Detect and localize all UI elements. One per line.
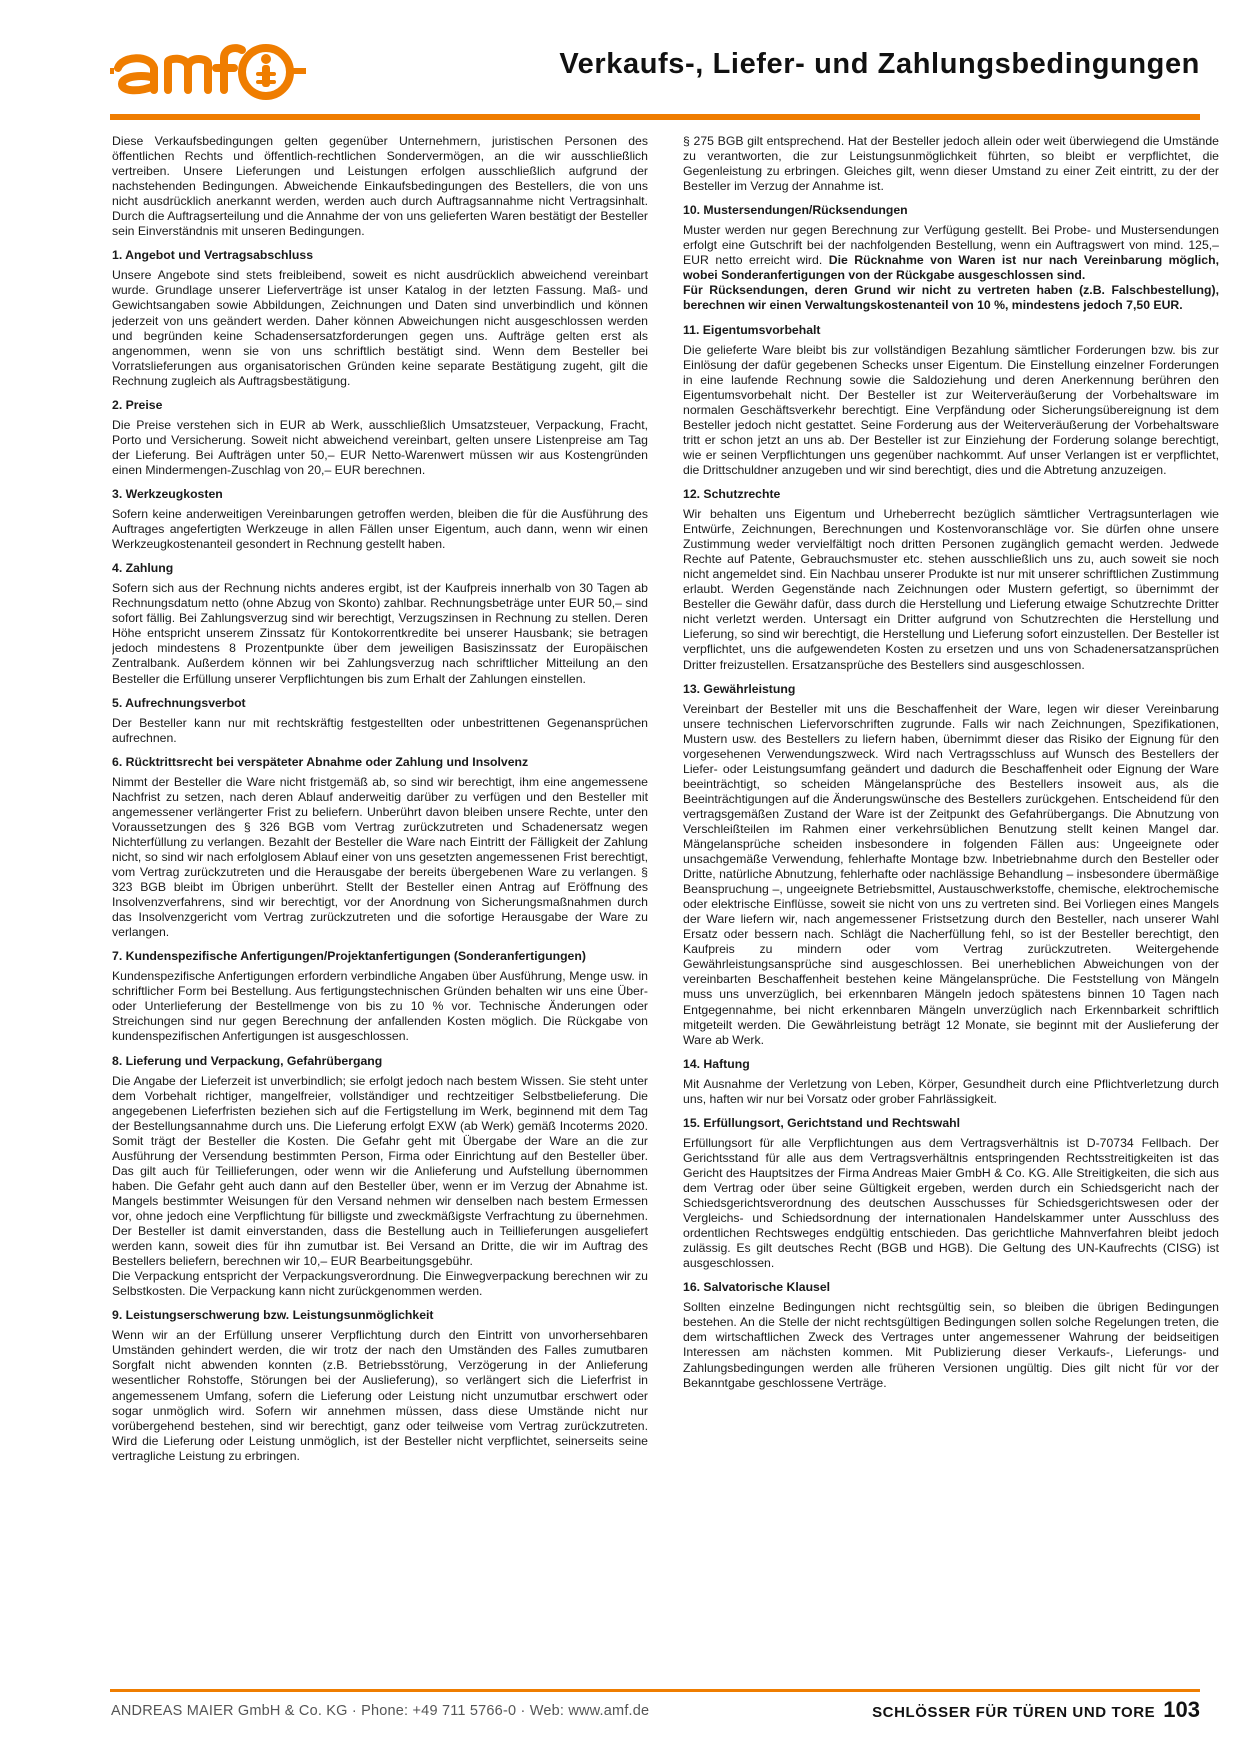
section-text: Sollten einzelne Bedingungen nicht rechtsgültig sein, so bleiben die übrigen Bedingungen bestehen. An die Stelle der nicht rechtsgültigen Bedingungen sollen solche Regelungen treten, die dem wirtschaftlichen Zweck des Vertrages unter angemessener Wahrung der beidseitigen Interessen am nächsten kommen. Mit Publizierung dieser Verkaufs-, Lieferungs- und Zahlungsbedingungen werden alle früheren Versionen ungültig. Dies gilt nicht für vor der Bekanntgabe geschlossene Verträge. xyxy=(683,1300,1219,1390)
section-heading: 16. Salvatorische Klausel xyxy=(683,1280,831,1295)
section-text-continued: § 275 BGB gilt entsprechend. Hat der Besteller jedoch allein oder weit überwiegend die Umstände zu verantworten, die zur Leistungsunmöglichkeit führten, so bleibt er verpflichtet, die Gegenleistung zu erbringen. Gleiches gilt, wenn dieser Umstand zu einer Zeit eintritt, zu der der Besteller im Verzug der Annahme ist. xyxy=(683,134,1219,194)
section-text: Wenn wir an der Erfüllung unserer Verpflichtung durch den Eintritt von unvorhersehbaren Umständen gehindert werden, die wir trotz der nach den Umständen des Falles zumutbaren Sorgfalt nicht abwenden konnten (z.B. Betriebsstörung, Verzögerung in der Anlieferung wesentlicher Rohstoffe, Störungen bei der Auslieferung), so verlängert sich die Lieferfrist in angemessenem Umfang, sofern die Lieferung oder Leistung nicht unzumutbar erschwert oder sogar unmöglich wird. Sofern wir annehmen müssen, dass diese Umstände nicht nur vorübergehend bestehen, sind wir berechtigt, ganz oder teilweise vom Vertrag zurückzutreten. Wird die Lieferung oder Leistung unmöglich, ist der Besteller nicht verpflichtet, seinerseits seine vertragliche Leistung zu erbringen. xyxy=(112,1328,648,1463)
section-heading: 6. Rücktrittsrecht bei verspäteter Abnahme oder Zahlung und Insolvenz xyxy=(112,754,529,769)
section-text: Die Preise verstehen sich in EUR ab Werk, ausschließlich Umsatzsteuer, Verpackung, Fracht, Porto und Versicherung. Soweit nicht abweichend vereinbart, gelten unsere Listenpreise am Tag der Lieferung. Bei Aufträgen unter 50,– EUR Netto-Warenwert müssen wir aus Kostengründen einen Mindermengen-Zuschlag von 20,– EUR berechnen. xyxy=(112,417,648,477)
section-text: Die Verpackung entspricht der Verpackungsverordnung. Die Einwegverpackung berechnen wir zu Selbstkosten. Die Verpackung kann nicht zurückgenommen werden. xyxy=(112,1269,648,1299)
section-text: Die gelieferte Ware bleibt bis zur vollständigen Bezahlung sämtlicher Forderungen bzw. bis zur Einlösung der dafür gegebenen Schecks unser Eigentum. Die Einstellung einzelner Forderungen in eine laufende Rechnung sowie die Saldoziehung und deren Anerkennung berühren den Eigentumsvorbehalt nicht. Der Besteller ist zur Weiterveräußerung der Vorbehaltsware im normalen Geschäftsverkehr berechtigt. Eine Verpfändung oder Sicherungsübereignung ist dem Besteller jedoch nicht gestattet. Seine Forderung aus der Weiterveräußerung der Vorbehaltsware tritt er schon jetzt an uns ab. Der Besteller ist zur Einziehung der Forderung solange berechtigt, wie er seinen Verpflichtungen uns gegenüber nachkommt. Auf unser Verlangen ist er verpflichtet, die Drittschuldner anzugeben und wir sind berechtigt, dies und die Abtretung anzuzeigen. xyxy=(683,342,1219,477)
section-text: Vereinbart der Besteller mit uns die Beschaffenheit der Ware, legen wir dieser Vereinbarung unsere technischen Liefervorschriften zugrunde. Falls wir nach Zeichnungen, Spezifikationen, Mustern usw. des Bestellers zu liefern haben, übernimmt dieser das Risiko der Eignung für den vorgesehenen Verwendungszweck. Wird nach Vertragsschluss auf Wunsch des Bestellers der Liefer- oder Leistungsumfang geändert und dadurch die Beschaffenheit oder Eignung der Ware beeinträchtigt, so scheiden Mängelansprüche des Bestellers insoweit aus, als die Beeinträchtigungen auf die Änderungswünsche des Bestellers zurückgehen. Entscheidend für den vertragsgemäßen Zustand der Ware ist der Zeitpunkt des Gefahrübergangs. Die Abnutzung von Verschleißteilen im Rahmen einer verkehrsüblichen Benutzung stellt keinen Mangel dar. Mängelansprüche scheiden insbesondere in folgenden Fällen aus: Ungeeignete oder unsachgemäße Verwendung, fehlerhafte Montage bzw. Inbetriebnahme durch den Besteller oder Dritte, natürliche Abnutzung, fehlerhafte oder nachlässige Behandlung – insbesondere übermäßige Beanspruchung –, ungeeignete Betriebsmittel, Austauschwerkstoffe, chemische, elektrochemische oder elektrische Einflüsse, soweit sie nicht von uns zu vertreten sind. Bei Vorliegen eines Mangels der Ware liefern wir, nach angemessener Fristsetzung durch den Besteller, nach unserer Wahl Ersatz oder bessern nach. Schlägt die Nacherfüllung fehl, so ist der Besteller berechtigt, den Kaufpreis zu mindern oder vom Vertrag zurückzutreten. Weitergehende Gewährleistungsansprüche sind ausgeschlossen. Bei unerheblichen Abweichungen von der vereinbarten Beschaffenheit bestehen keine Mängelansprüche. Die Feststellung von Mängeln muss uns unverzüglich, bei erkennbaren Mängeln jedoch spätestens binnen 10 Tagen nach Entgegennahme, bei nicht erkennbaren Mängeln unverzüglich nach Erkennbarkeit schriftlich mitgeteilt werden. Die Gewährleistung beträgt 12 Monate, sie beginnt mit der Auslieferung der Ware ab Werk. xyxy=(683,701,1219,1047)
section-heading: 10. Mustersendungen/Rücksendungen xyxy=(683,203,908,218)
footer-company-info: ANDREAS MAIER GmbH & Co. KG · Phone: +49 711 5766-0 · Web: www.amf.de xyxy=(111,1703,650,1719)
amf-logo xyxy=(110,38,306,106)
section-heading: 5. Aufrechnungsverbot xyxy=(112,695,246,710)
section-text: Nimmt der Besteller die Ware nicht fristgemäß ab, so sind wir berechtigt, ihm eine angemessene Nachfrist zu setzen, nach deren Ablauf anderweitig darüber zu verfügen und den Besteller mit angemessener verlängerter Frist zu beliefern. Unberührt davon bleiben unsere Rechte, unter den Voraussetzungen des § 326 BGB vom Vertrag zurückzutreten und Schadenersatz wegen Nichterfüllung zu verlangen. Bezahlt der Besteller die Ware nach Eintritt der Fälligkeit der Zahlung nicht, so sind wir nach erfolglosem Ablauf einer von uns gesetzten angemessenen Frist berechtigt, vom Vertrag zurückzutreten und die Herausgabe der bereits übergebenen Ware zu verlangen. § 323 BGB bleibt im Übrigen unberührt. Stellt der Besteller einen Antrag auf Eröffnung des Insolvenzverfahrens, sind wir berechtigt, vor der Anordnung von Sicherungsmaßnahmen durch das Insolvenzgericht vom Vertrag zurückzutreten und die sofortige Herausgabe der Ware zu verlangen. xyxy=(112,774,648,940)
section-text xyxy=(683,223,1219,313)
footer-divider xyxy=(110,1689,1200,1692)
section-heading: 4. Zahlung xyxy=(112,561,174,576)
section-text: Sofern sich aus der Rechnung nichts anderes ergibt, ist der Kaufpreis innerhalb von 30 Tagen ab Rechnungsdatum netto (ohne Abzug von Skonto) zahlbar. Rechnungsbeträge unter EUR 50,– sind sofort fällig. Bei Zahlungsverzug sind wir berechtigt, Verzugszinsen in Rechnung zu stellen. Deren Höhe entspricht unserem Zinssatz für Kontokorrentkredite bei unserer Hausbank; sie betragen jedoch mindestens 8 Prozentpunkte über dem jeweiligen Basiszinssatz der Europäischen Zentralbank. Außerdem können wir bei Zahlungsverzug nach schriftlicher Mitteilung an den Besteller die Erfüllung unserer Verpflichtungen bis zum Erhalt der Zahlungen einstellen. xyxy=(112,581,648,686)
page-title: Verkaufs-, Liefer- und Zahlungsbedingungen xyxy=(559,48,1200,80)
section-heading: 9. Leistungserschwerung bzw. Leistungsunmöglichkeit xyxy=(112,1308,434,1323)
terms-column-left xyxy=(112,134,648,1682)
section-text: Unsere Angebote sind stets freibleibend, soweit es nicht ausdrücklich abweichend vereinbart wurde. Grundlage unserer Lieferverträge ist unser Katalog in der letzten Fassung. Maß- und Gewichtsangaben sowie Abbildungen, Zeichnungen und Daten sind unverbindlich und können jederzeit von uns geändert werden. Daher können Abweichungen nicht ausgeschlossen werden und begründen keine Schadensersatzforderungen gegen uns. Aufträge gelten erst als angenommen, wenn sie von uns schriftlich bestätigt sind. Wenn dem Besteller bei Vorratslieferungen aus organisatorischen Gründen keine separate Bestätigung zugeht, gilt die Rechnung zugleich als Auftragsbestätigung. xyxy=(112,268,648,388)
intro-paragraph: Diese Verkaufsbedingungen gelten gegenüber Unternehmern, juristischen Personen des öffentlichen Rechts und öffentlich-rechtlichen Sondervermögen, an die wir ausschließlich vertreiben. Unsere Lieferungen und Leistungen erfolgen ausschließlich aufgrund der nachstehenden Bedingungen. Abweichende Einkaufsbedingungen des Bestellers, die von uns nicht ausdrücklich anerkannt werden, werden auch durch Auftragsannahme nicht Vertragsinhalt. Durch die Auftragserteilung und die Annahme der von uns gelieferten Waren bestätigt der Besteller sein Einverständnis mit unseren Bedingungen. xyxy=(112,134,648,239)
section-heading: 8. Lieferung und Verpackung, Gefahrübergang xyxy=(112,1053,383,1068)
section-text: Erfüllungsort für alle Verpflichtungen aus dem Vertragsverhältnis ist D-70734 Fellbach. Der Gerichtsstand für alle aus dem Vertragsverhältnis entspringenden Rechtsstreitigkeiten ist das Gericht des Hauptsitzes der Firma Andreas Maier GmbH & Co. KG. Alle Streitigkeiten, die sich aus dem Vertrag oder über seine Gültigkeit ergeben, werden durch ein Schiedsgericht nach der Schiedsgerichtsverordnung des deutschen Ausschusses für Schiedsgerichtswesen oder der Vergleichs- und Schiedsordnung der internationalen Handelskammer unter Ausschluss des ordentlichen Rechtsweges endgültig entschieden. Das gerichtliche Mahnverfahren bleibt jedoch zulässig. Es gilt deutsches Recht (BGB und HGB). Die Geltung des UN-Kaufrechts (CISG) ist ausgeschlossen. xyxy=(683,1135,1219,1271)
section-heading: 7. Kundenspezifische Anfertigungen/Projektanfertigungen (Sonderanfertigungen) xyxy=(112,949,586,964)
section-heading: 13. Gewährleistung xyxy=(683,681,796,696)
section-heading: 14. Haftung xyxy=(683,1056,750,1071)
page-number: 103 xyxy=(1163,1697,1200,1722)
footer-page-info xyxy=(872,1697,1200,1723)
section-text: Sofern keine anderweitigen Vereinbarungen getroffen werden, bleiben die für die Ausführung des Auftrages angefertigten Werkzeuge in allen Fällen unser Eigentum, auch dann, wenn wir einen Werkzeugkostenanteil gesondert in Rechnung gestellt haben. xyxy=(112,507,648,552)
section-text-bold: Die Rücknahme von Waren ist nur nach Vereinbarung möglich, wobei Sonderanfertigungen von der Rückgabe ausgeschlossen sind. xyxy=(683,253,1219,283)
section-text-bold: Für Rücksendungen, deren Grund wir nicht zu vertreten haben (z.B. Falschbestellung), berechnen wir einen Verwaltungskostenanteil von 10 %, mindestens jedoch 7,50 EUR. xyxy=(683,283,1219,313)
terms-column-right xyxy=(683,134,1219,1682)
section-text: Der Besteller kann nur mit rechtskräftig festgestellten oder unbestrittenen Gegenansprüchen aufrechnen. xyxy=(112,715,648,745)
section-text: Wir behalten uns Eigentum und Urheberrecht bezüglich sämtlicher Vertragsunterlagen wie Entwürfe, Zeichnungen, Berechnungen und Kostenvoranschläge vor. Sie dürfen ohne unsere Zustimmung weder vervielfältigt noch dritten Personen zugänglich gemacht werden. Jedwede Rechte auf Patente, Gebrauchsmuster etc. stehen ausschließlich uns zu, auch soweit sie noch nicht angemeldet sind. Ein Nachbau unserer Produkte ist nur mit unserer schriftlichen Zustimmung erlaubt. Werden Gegenstände nach Zeichnungen oder Mustern gefertigt, so übernimmt der Besteller die Gewähr dafür, dass durch die Herstellung und Lieferung etwaige Schutzrechte Dritter nicht verletzt werden. Untersagt ein Dritter aufgrund von Schutzrechten die Herstellung und Lieferung, so sind wir berechtigt, die Herstellung und Lieferung sofort einzustellen. Der Besteller ist verpflichtet, uns die aufgewendeten Kosten zu ersetzen und uns von Schadenersatzansprüchen Dritter freizustellen. Ersatzansprüche des Bestellers sind ausgeschlossen. xyxy=(683,507,1219,672)
section-heading: 1. Angebot und Vertragsabschluss xyxy=(112,248,314,263)
section-heading: 3. Werkzeugkosten xyxy=(112,486,223,501)
section-text: Kundenspezifische Anfertigungen erfordern verbindliche Angaben über Ausführung, Menge usw. in schriftlicher Form bei Bestellung. Aus fertigungstechnischen Gründen behalten wir uns eine Über- oder Unterlieferung der Bestellmenge von bis zu 10 % vor. Technische Änderungen oder Streichungen sind nur gegen Berechnung der anfallenden Kosten möglich. Die Rückgabe von kundenspezifischen Anfertigungen ist ausgeschlossen. xyxy=(112,969,648,1044)
section-heading: 12. Schutzrechte xyxy=(683,486,781,501)
section-heading: 2. Preise xyxy=(112,397,163,412)
header-divider xyxy=(110,114,1200,120)
footer-category: SCHLÖSSER FÜR TÜREN UND TORE xyxy=(872,1704,1156,1721)
section-heading: 11. Eigentumsvorbehalt xyxy=(683,322,821,337)
section-text: Mit Ausnahme der Verletzung von Leben, Körper, Gesundheit durch eine Pflichtverletzung durch uns, haften wir nur bei Vorsatz oder grober Fahrlässigkeit. xyxy=(683,1076,1219,1106)
section-text: Die Angabe der Lieferzeit ist unverbindlich; sie erfolgt jedoch nach bestem Wissen. Sie steht unter dem Vorbehalt richtiger, mangelfreier, vollständiger und rechtzeitiger Selbstbelieferung. Die angegebenen Lieferfristen beziehen sich auf die Fertigstellung im Werk, beginnend mit dem Tag der Bestellungsannahme durch uns. Die Lieferung erfolgt EXW (ab Werk) gemäß Incoterms 2020. Somit trägt der Besteller die Kosten. Die Gefahr geht mit Übergabe der Ware an die zur Ausführung der Versendung bestimmten Person, Firma oder Einrichtung auf den Besteller über. Das gilt auch für Teillieferungen, oder wenn wir die Anlieferung und Aufstellung übernommen haben. Die Gefahr geht auch dann auf den Besteller über, wenn er im Verzug der Abnahme ist. Mangels bestimmter Weisungen für den Versand nehmen wir denselben nach bestem Ermessen vor, ohne jedoch eine Verpflichtung für billigste und zweckmäßigste Verfrachtung zu übernehmen. Der Besteller ist damit einverstanden, dass die Bestellung auch in Teillieferungen ausgeliefert werden kann, soweit dies für ihn zumutbar ist. Bei Versand an Dritte, die wir im Auftrag des Bestellers beliefern, berechnen wir 10,– EUR Bearbeitungsgebühr. xyxy=(112,1073,648,1269)
section-heading: 15. Erfüllungsort, Gerichtstand und Rechtswahl xyxy=(683,1115,961,1130)
section-text-regular: Muster werden nur gegen Berechnung zur Verfügung gestellt. Bei Probe- und Mustersendungen erfolgt eine Gutschrift bei der nachfolgenden Bestellung, wenn ein Auftragswert von mind. 125,– EUR netto erreicht wird. xyxy=(683,223,1219,268)
